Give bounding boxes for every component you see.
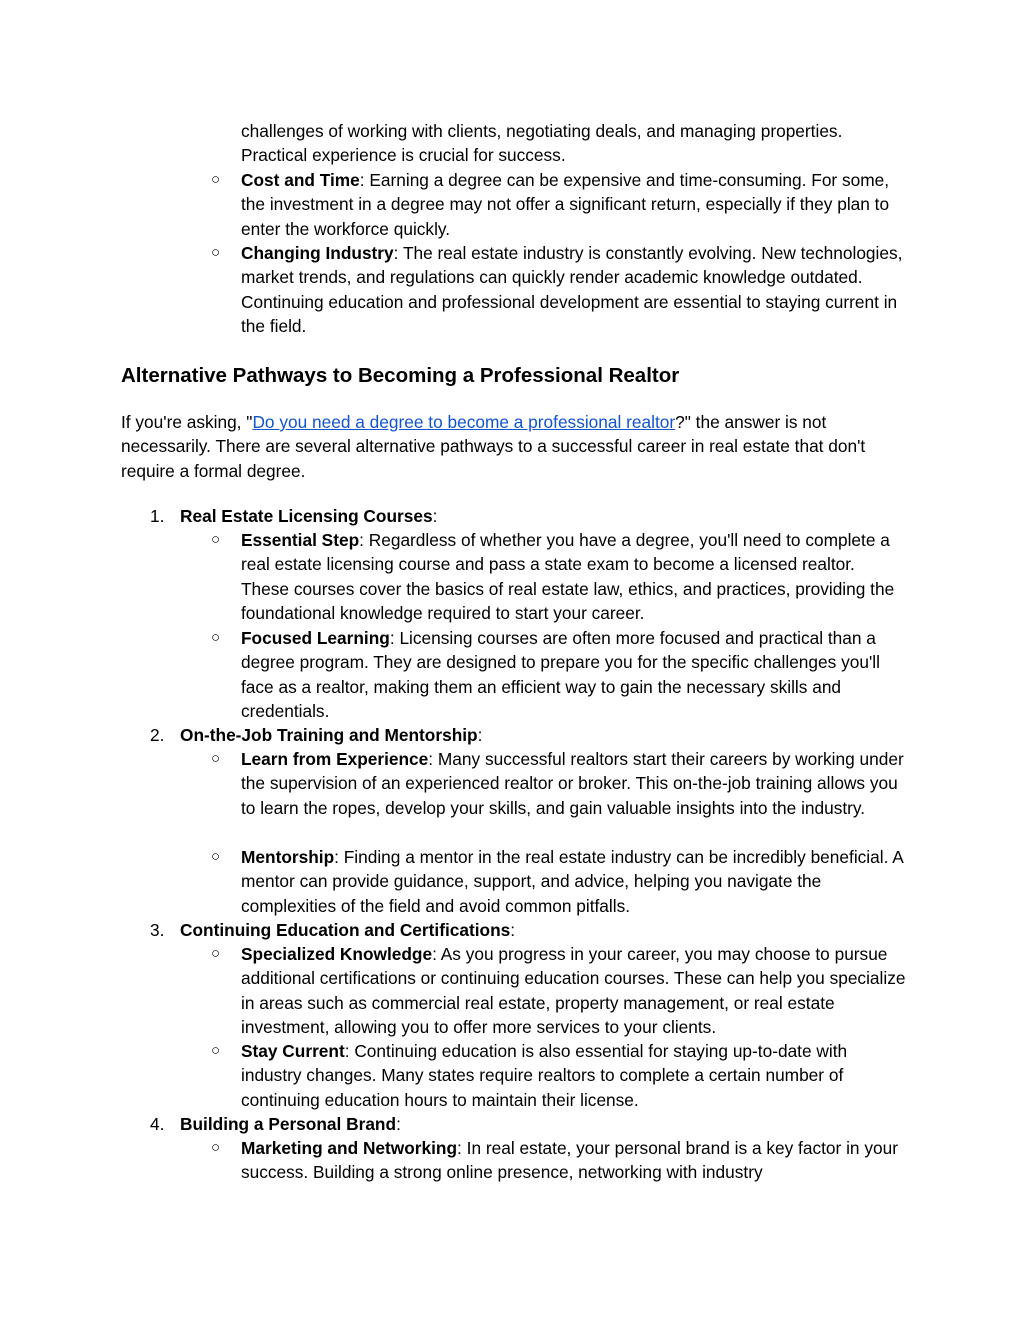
list-item [211, 747, 907, 820]
list-item [211, 1039, 907, 1112]
bullet-icon: ○ [211, 945, 221, 962]
degree-article-link[interactable]: Do you need a degree to become a professional realtor [252, 412, 676, 432]
item-number: 1. [150, 506, 165, 526]
list-item [211, 626, 907, 724]
item-text: : In real estate, your personal brand is a key factor in your success. Building a strong online presence, networking with industry [241, 1138, 898, 1183]
item-number: 4. [150, 1114, 165, 1134]
bullet-icon: ○ [211, 531, 221, 548]
item-lead: Mentorship [241, 847, 335, 867]
item-lead: Focused Learning [241, 628, 390, 648]
list-item [211, 241, 907, 339]
item-title: On-the-Job Training and Mentorship [180, 725, 478, 745]
bullet-icon: ○ [211, 1139, 221, 1156]
item-text: : Finding a mentor in the real estate industry can be incredibly beneficial. A mentor can provide guidance, support, and advice, helping you navigate the complexities of the field and avoid common pitfalls. [241, 847, 903, 916]
item-text: : Regardless of whether you have a degree, you'll need to complete a real estate licensing course and pass a state exam to become a licensed realtor. These courses cover the basics of real estate law, ethics, and practices, providing the foundational knowledge required to start your career. [241, 530, 895, 624]
item-number: 2. [150, 725, 165, 745]
item-title: Real Estate Licensing Courses [180, 506, 433, 526]
title-colon: : [396, 1114, 401, 1134]
list-item [211, 845, 907, 918]
item-title: Building a Personal Brand [180, 1114, 397, 1134]
item-lead: Specialized Knowledge [241, 944, 433, 964]
section-heading: Alternative Pathways to Becoming a Professional Realtor [121, 364, 680, 387]
list-item [211, 168, 907, 241]
item-lead: Learn from Experience [241, 749, 429, 769]
title-colon: : [432, 506, 438, 526]
list-item [211, 1136, 907, 1185]
item-lead: Marketing and Networking [241, 1138, 458, 1158]
list-item [241, 119, 907, 168]
bullet-icon: ○ [211, 848, 221, 865]
item-lead: Changing Industry [241, 243, 394, 263]
item-text: : Licensing courses are often more focused and practical than a degree program. They are designed to prepare you for the specific challenges you'll face as a realtor, making them an efficient way to gain the necessary skills and credentials. [241, 628, 880, 722]
item-text: : Earning a degree can be expensive and time-consuming. For some, the investment in a degree may not offer a significant return, especially if they plan to enter the workforce quickly. [241, 170, 890, 239]
intro-text-after: ?" the answer is not necessarily. There are several alternative pathways to a successful career in real estate that don't require a formal degree. [121, 412, 866, 481]
item-text: : The real estate industry is constantly evolving. New technologies, market trends, and regulations can quickly render academic knowledge outdated. Continuing education and professional development are essential to staying current in the field. [241, 243, 903, 337]
title-colon: : [510, 920, 516, 940]
item-lead: Stay Current [241, 1041, 345, 1061]
bullet-icon: ○ [211, 629, 221, 646]
item-number: 3. [150, 920, 165, 940]
bullet-icon: ○ [211, 171, 221, 188]
bullet-icon: ○ [211, 750, 221, 767]
list-item [211, 528, 907, 626]
item-title: Continuing Education and Certifications [180, 920, 511, 940]
item-text: challenges of working with clients, negotiating deals, and managing properties. Practical experience is crucial for success. [241, 121, 843, 166]
bullet-icon: ○ [211, 244, 221, 261]
bullet-icon: ○ [211, 1042, 221, 1059]
list-item [211, 942, 907, 1040]
item-text: : As you progress in your career, you may choose to pursue additional certifications or continuing education courses. These can help you specialize in areas such as commercial real estate, property management, or real estate investment, allowing you to offer more services to your clients. [241, 944, 906, 1038]
item-text: : Many successful realtors start their careers by working under the supervision of an experienced realtor or broker. This on-the-job training allows you to learn the ropes, develop your skills, and gain valuable insights into the industry. [241, 749, 904, 818]
intro-paragraph [121, 410, 901, 483]
item-text: : Continuing education is also essential for staying up-to-date with industry changes. Many states require realtors to complete a certain number of continuing education hours to maintain their license. [241, 1041, 848, 1110]
item-lead: Cost and Time [241, 170, 360, 190]
title-colon: : [477, 725, 483, 745]
intro-text-before: If you're asking, " [121, 412, 253, 432]
item-lead: Essential Step [241, 530, 360, 550]
